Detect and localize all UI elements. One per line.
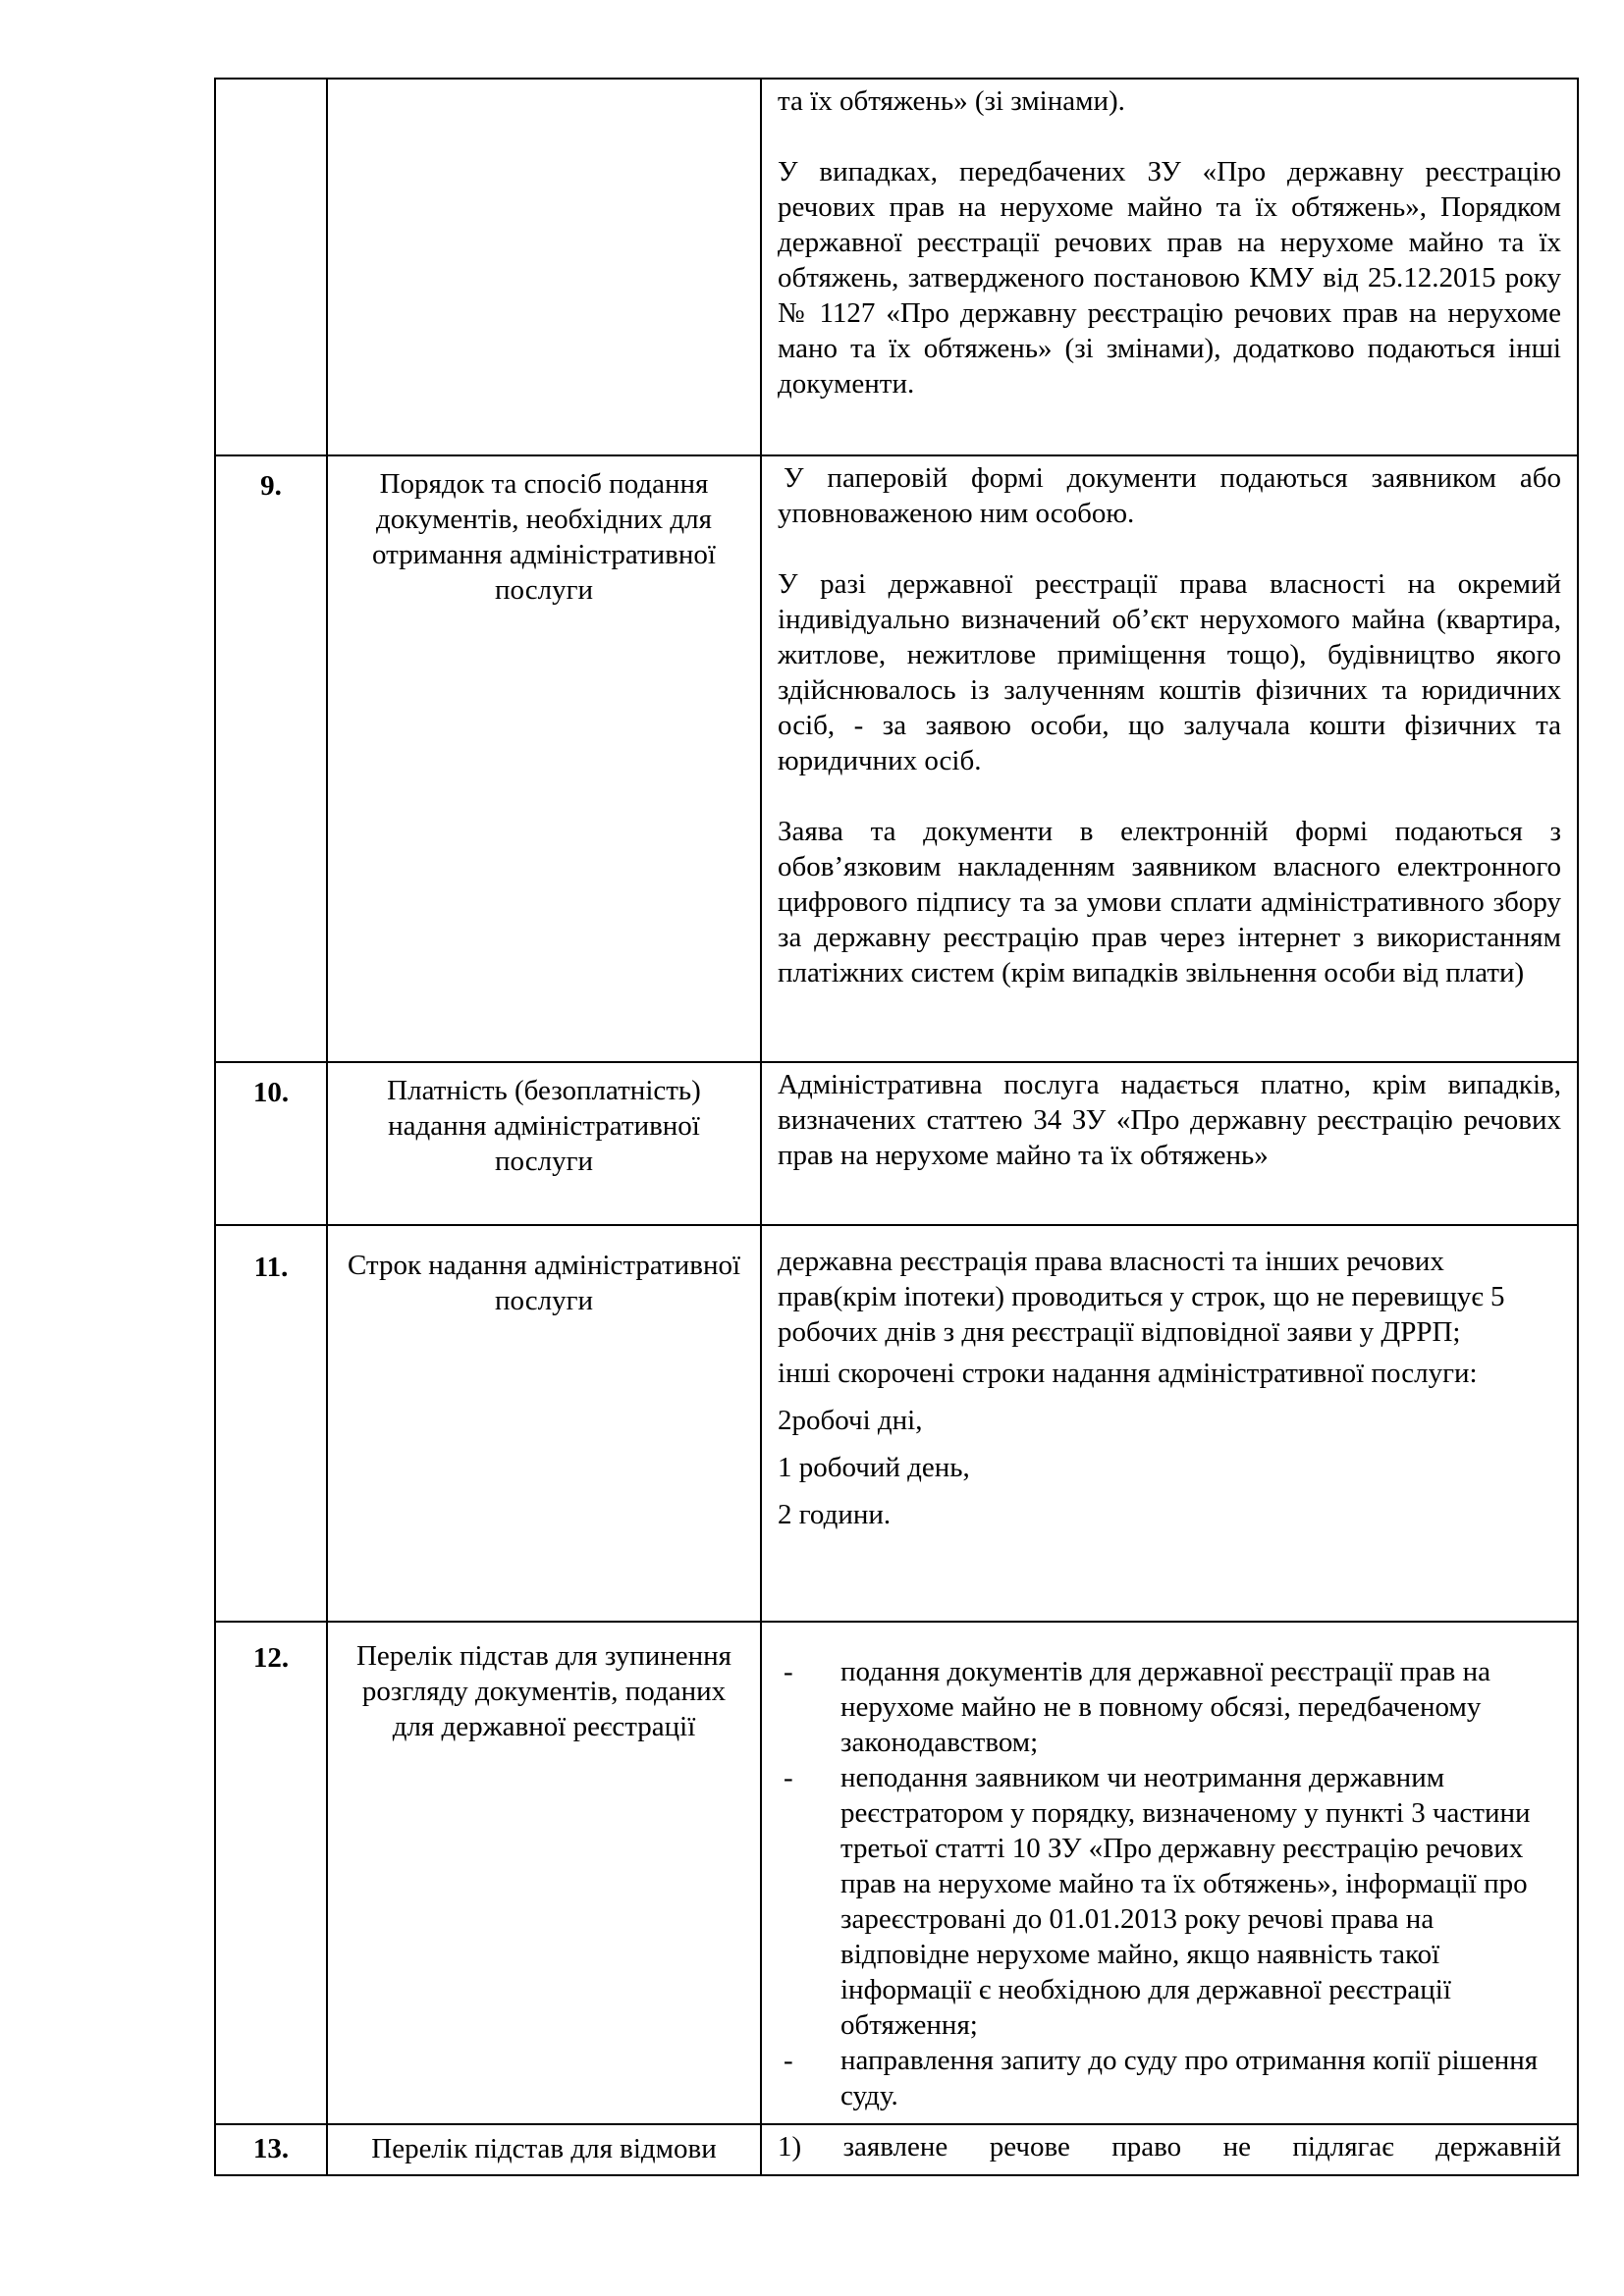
list-item: - неподання заявником чи неотримання державним реєстратором у порядку, визначеному у пункті 3 частини третьої статті 10 ЗУ «Про державну реєстрацію речових прав на нерухоме майно та їх обтяжень», інформації про зареєстровані до 01.01.2013 року речові права на відповідне нерухоме майно, якщо наявність такої інформації є необхідною для державної реєстрації обтяження;	[778, 1760, 1561, 2043]
row-number: 13.	[215, 2124, 327, 2175]
row-number: 10.	[215, 1062, 327, 1225]
text-line: 2 години.	[778, 1499, 892, 1530]
row-description	[761, 1062, 1578, 1225]
table-row	[215, 455, 1578, 1062]
table-row	[215, 2124, 1578, 2175]
paragraph: 1) заявлене речове право не підлягає державній	[778, 2131, 1561, 2163]
row-number: 12.	[215, 1622, 327, 2124]
paragraph: У випадках, передбачених ЗУ «Про державну реєстрацію речових прав на нерухоме майно та їх обтяжень», Порядком державної реєстрації речових прав на нерухоме майно та їх обтяжень, затвердженого постановою КМУ від 25.12.2015 року № 1127 «Про державну реєстрацію речових прав на нерухоме мано та їх обтяжень» (зі змінами), додатково подаються інші документи.	[778, 156, 1561, 400]
table-row	[215, 1062, 1578, 1225]
table-row	[215, 1622, 1578, 2124]
services-table	[214, 78, 1579, 2176]
row-title: Перелік підстав для зупинення розгляду документів, поданих для державної реєстрації	[327, 1622, 761, 2124]
table-row	[215, 79, 1578, 455]
text-line: 1 робочий день,	[778, 1452, 970, 1483]
text-line: інші скорочені строки надання адміністративної послуги:	[778, 1358, 1478, 1389]
row-title: Платність (безоплатність) надання адміністративної послуги	[327, 1062, 761, 1225]
row-title: Строк надання адміністративної послуги	[327, 1225, 761, 1622]
text-line: 2робочі дні,	[778, 1405, 923, 1436]
text-line: державна реєстрація права власності та інших речових прав(крім іпотеки) проводиться у строк, що не перевищує 5 робочих днів з дня реєстрації відповідної заяви у ДРРП;	[778, 1246, 1505, 1348]
paragraph: та їх обтяжень» (зі змінами).	[778, 85, 1125, 117]
table-row	[215, 1225, 1578, 1622]
row-title: Перелік підстав для відмови	[327, 2124, 761, 2175]
row-description	[761, 2124, 1578, 2175]
paragraph: Заява та документи в електронній формі подаються з обов’язковим накладенням заявником власного електронного цифрового підпису та за умови сплати адміністративного збору за державну реєстрацію прав через інтернет з використанням платіжних систем (крім випадків звільнення особи від плати)	[778, 816, 1561, 988]
row-number: 11.	[215, 1225, 327, 1622]
row-description	[761, 455, 1578, 1062]
row-number	[215, 79, 327, 455]
paragraph: У разі державної реєстрації права власності на окремий індивідуально визначений об’єкт нерухомого майна (квартира, житлове, нежитлове приміщення тощо), будівництво якого здійснювалось із залученням коштів фізичних та юридичних осіб, - за заявою особи, що залучала кошти фізичних та юридичних осіб.	[778, 568, 1561, 776]
paragraph: Адміністративна послуга надається платно, крім випадків, визначених статтею 34 ЗУ «Про державну реєстрацію речових прав на нерухоме майно та їх обтяжень»	[778, 1069, 1561, 1171]
row-description	[761, 1225, 1578, 1622]
row-title: Порядок та спосіб подання документів, необхідних для отримання адміністративної послуги	[327, 455, 761, 1062]
list-item: - подання документів для державної реєстрації прав на нерухоме майно не в повному обсязі, передбаченому законодавством;	[778, 1654, 1561, 1760]
list-item: - направлення запиту до суду про отримання копії рішення суду.	[778, 2043, 1561, 2113]
row-description	[761, 79, 1578, 455]
paragraph: У паперовій формі документи подаються заявником або уповноваженою ним особою.	[778, 462, 1561, 529]
row-number: 9.	[215, 455, 327, 1062]
grounds-list	[778, 1654, 1561, 2113]
row-title	[327, 79, 761, 455]
row-description	[761, 1622, 1578, 2124]
